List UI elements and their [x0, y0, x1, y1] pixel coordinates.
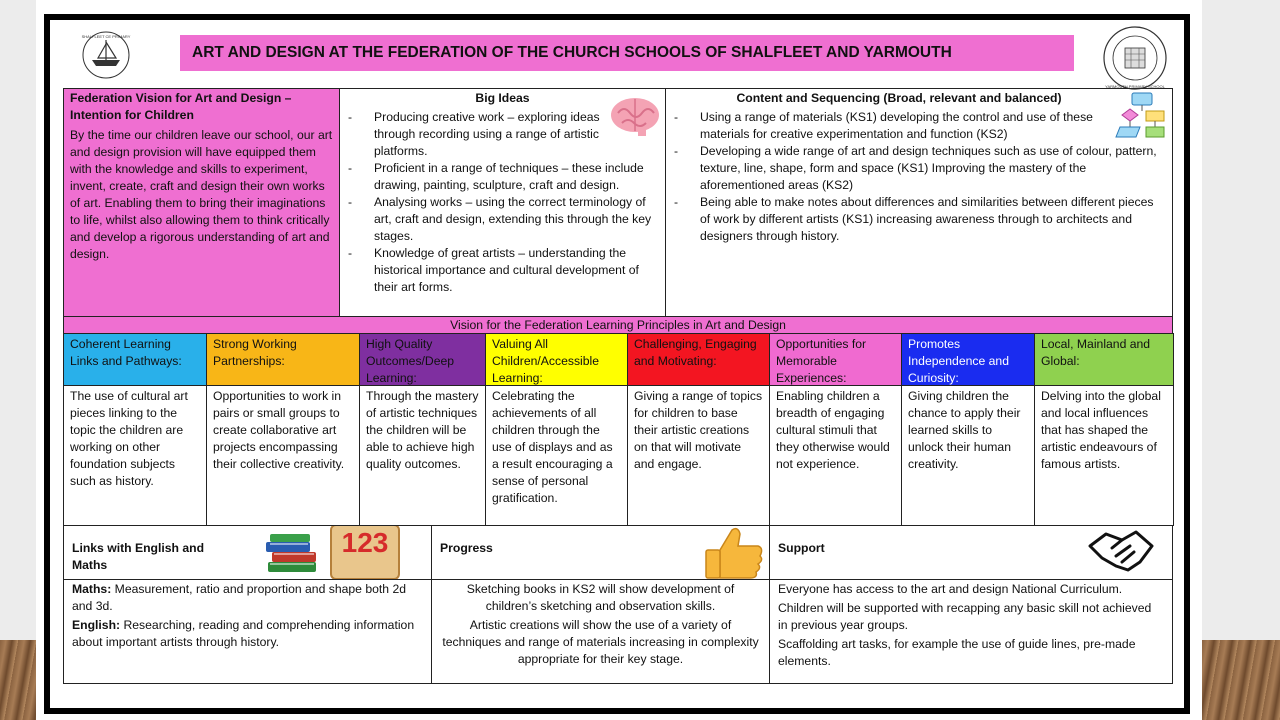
vision-heading: Federation Vision for Art and Design – Intention for Children — [70, 91, 292, 122]
links-body-cell — [63, 579, 432, 684]
links-maths — [64, 580, 431, 616]
big-idea-item: - Analysing works – using the correct terminology of art, craft and design, extending this through the key stages. — [340, 194, 665, 245]
big-idea-item: - Knowledge of great artists – understanding the historical importance and cultural development of their art forms. — [340, 245, 665, 296]
progress-body-cell — [431, 579, 770, 684]
principle-body: Celebrating the achievements of all children through the use of displays and as a result encouraging a sense of personal gratification. — [485, 385, 628, 526]
principle-body: Opportunities to work in pairs or small groups to create collaborative art projects encompassing their collective creativity. — [206, 385, 360, 526]
principle-heading: High Quality Outcomes/Deep Learning: — [359, 333, 486, 386]
support-heading: Support — [778, 541, 825, 555]
progress-line: Artistic creations will show the use of a variety of techniques and range of materials increasing in complexity appropriate for their key stage. — [442, 618, 759, 666]
principle-heading: Challenging, Engaging and Motivating: — [627, 333, 770, 386]
principle-body: Giving a range of topics for children to base their artistic creations on that will motivate and engage. — [627, 385, 770, 526]
content-item: - Being able to make notes about differences and similarities between different pieces of work by different artists (KS1) increasing awareness through to architects and designers through history. — [666, 194, 1172, 245]
content-item: - Using a range of materials (KS1) developing the control and use of these materials for creative experimentation and function (KS2) — [666, 109, 1172, 143]
principle-body: Enabling children a breadth of engaging cultural stimuli that they otherwise would not experience. — [769, 385, 902, 526]
content-sequencing-cell — [665, 88, 1173, 317]
principle-heading: Opportunities for Memorable Experiences: — [769, 333, 902, 386]
progress-line: Sketching books in KS2 will show development of children’s sketching and observation skills. — [466, 582, 735, 613]
principle-body: Through the mastery of artistic techniques the children will be able to achieve high quality outcomes. — [359, 385, 486, 526]
handshake-icon — [1086, 526, 1156, 576]
support-body-cell — [769, 579, 1173, 684]
english-label: English: — [72, 618, 121, 632]
big-ideas-list — [340, 109, 665, 296]
books-icon — [262, 528, 322, 576]
vision-body: By the time our children leave our school, our art and design provision will have equipped them with the knowledge and skills to experiment, invent, create, craft and design their own works of art. Enabling them to bring their imaginations to life, whilst also allowing them to think critically and develop a rigorous understanding of art and design. — [70, 128, 333, 261]
support-line: Scaffolding art tasks, for example the use of guide lines, pre-made elements. — [778, 637, 1136, 668]
content-item: - Developing a wide range of art and design techniques such as use of colour, pattern, texture, line, shape, form and space (KS1) Improving the mastery of the aforementioned areas (KS2) — [666, 143, 1172, 194]
logo-right-text: YARMOUTH PRIMARY SCHOOL — [1105, 84, 1165, 89]
maths-label: Maths: — [72, 582, 112, 596]
maths-text: Measurement, ratio and proportion and shape both 2d and 3d. — [72, 582, 407, 613]
principle-body: The use of cultural art pieces linking to the topic the children are working on other foundation subjects such as history. — [63, 385, 207, 526]
support-line: Children will be supported with recapping any basic skill not achieved in previous year groups. — [778, 601, 1152, 632]
support-line: Everyone has access to the art and design National Curriculum. — [778, 582, 1123, 596]
wood-floor-left — [0, 640, 36, 720]
shalfleet-logo-icon — [70, 30, 142, 80]
progress-header-cell — [431, 525, 770, 580]
principle-heading: Promotes Independence and Curiosity: — [901, 333, 1035, 386]
support-header-cell — [769, 525, 1173, 580]
links-english — [64, 616, 431, 652]
big-idea-item: - Producing creative work – exploring ideas through recording using a range of artistic platforms. — [340, 109, 665, 160]
english-text: Researching, reading and comprehending information about important artists through history. — [72, 618, 415, 649]
principle-body: Giving children the chance to apply their learned skills to unlock their human creativity. — [901, 385, 1035, 526]
links-header-cell — [63, 525, 432, 580]
big-ideas-heading: Big Ideas — [475, 91, 530, 105]
numbers-icon-text: 123 — [341, 527, 389, 558]
slide-margin-right — [1202, 0, 1280, 640]
wood-floor-right — [1202, 640, 1280, 720]
yarmouth-logo-icon — [1098, 24, 1172, 92]
slide-margin-left — [0, 0, 36, 640]
logo-left-text: SHALFLEET CE PRIMARY — [81, 34, 131, 39]
content-list — [666, 109, 1172, 245]
page-title: ART AND DESIGN AT THE FEDERATION OF THE CHURCH SCHOOLS OF SHALFLEET AND YARMOUTH — [180, 35, 1074, 71]
principle-heading: Coherent Learning Links and Pathways: — [63, 333, 207, 386]
numbers-icon — [330, 525, 400, 580]
principles-title: Vision for the Federation Learning Principles in Art and Design — [63, 316, 1173, 334]
principle-heading: Valuing All Children/Accessible Learning: — [485, 333, 628, 386]
links-heading: Links with English and Maths — [72, 541, 205, 572]
principle-body: Delving into the global and local influences that has shaped the artistic endeavours of famous artists. — [1034, 385, 1174, 526]
principle-heading: Local, Mainland and Global: — [1034, 333, 1174, 386]
principle-heading: Strong Working Partnerships: — [206, 333, 360, 386]
big-idea-item: - Proficient in a range of techniques – these include drawing, painting, sculpture, craft and design. — [340, 160, 665, 194]
vision-cell — [63, 88, 340, 317]
thumbs-up-icon — [702, 525, 766, 580]
big-ideas-cell — [339, 88, 666, 317]
content-heading: Content and Sequencing (Broad, relevant and balanced) — [736, 91, 1062, 105]
progress-heading: Progress — [440, 541, 493, 555]
